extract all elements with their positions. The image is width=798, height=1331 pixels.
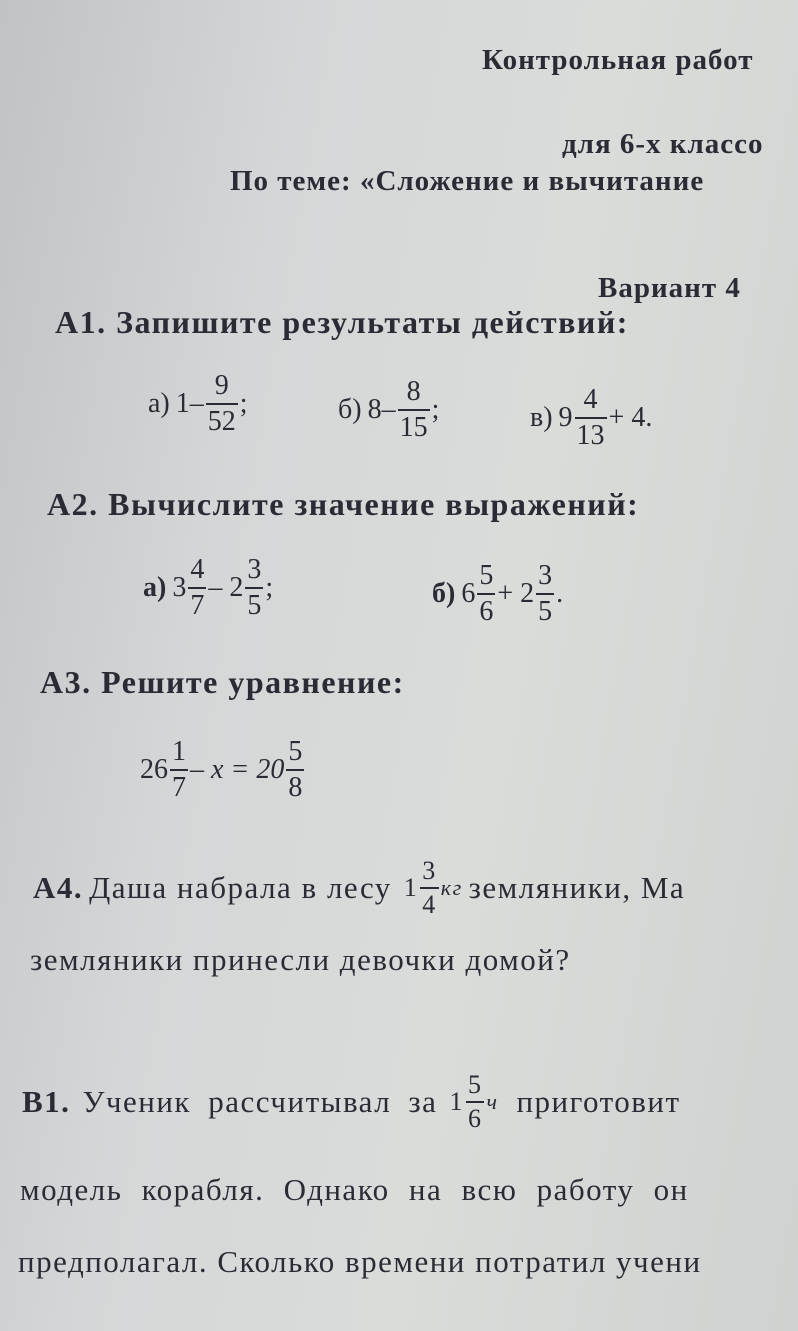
expression-a1-b xyxy=(338,378,439,442)
operator: + 2 xyxy=(497,578,535,609)
task-text: приготовит xyxy=(516,1084,681,1119)
whole-number: 3 xyxy=(172,572,187,603)
punctuation: ; xyxy=(265,572,274,603)
whole-number: 9 xyxy=(558,402,573,433)
expression-tail: + 4. xyxy=(608,402,653,433)
fraction: $\frac{3}{4}$ xyxy=(422,856,437,919)
punctuation: ; xyxy=(239,388,248,419)
expression-a2-b xyxy=(432,562,563,626)
fraction: $\frac{3}{5}$ xyxy=(247,554,262,621)
task-label: В1. xyxy=(22,1084,71,1119)
fraction: $\frac{5}{6}$ xyxy=(479,560,494,627)
task-label: А2. xyxy=(47,486,99,522)
whole-number: 1 xyxy=(175,388,190,419)
task-heading-text: Решите уравнение: xyxy=(101,664,405,700)
task-label: А3. xyxy=(40,664,92,700)
expression-a2-a xyxy=(143,556,273,620)
task-a4-line2: земляники принесли девочки домой? xyxy=(30,942,571,977)
task-b1-line2: модель корабля. Однако на всю работу он xyxy=(20,1172,689,1207)
item-prefix: б) xyxy=(432,578,456,609)
operator: – 2 xyxy=(208,572,244,603)
fraction: $\frac{4}{13}$ xyxy=(576,384,605,451)
variant-label: Вариант 4 xyxy=(598,272,741,304)
fraction: $\frac{1}{7}$ xyxy=(172,736,186,803)
expression-a1-c xyxy=(530,386,652,450)
fraction: $\frac{3}{5}$ xyxy=(538,560,553,627)
fraction: $\frac{4}{7}$ xyxy=(190,554,205,621)
task-heading-text: Вычислите значение выражений: xyxy=(108,486,640,522)
equation-a3 xyxy=(140,738,306,802)
whole-number: 26 xyxy=(140,754,168,785)
task-heading-text: Запишите результаты действий: xyxy=(116,304,629,340)
operator: – xyxy=(189,388,204,419)
whole-number: 6 xyxy=(461,578,476,609)
task-a3-heading xyxy=(40,664,405,701)
whole-number: 8 xyxy=(367,394,382,425)
punctuation: . xyxy=(556,578,564,609)
unit-label: кг xyxy=(440,875,463,900)
punctuation: ; xyxy=(431,394,440,425)
topic-line: По теме: «Сложение и вычитание xyxy=(230,165,705,197)
whole-number: 1 xyxy=(403,873,419,902)
item-prefix: б) xyxy=(338,394,362,425)
task-b1-line3: предполагал. Сколько времени потратил учени xyxy=(18,1244,702,1279)
task-text: земляники, Ма xyxy=(468,870,686,905)
whole-number: 1 xyxy=(449,1087,464,1116)
fraction: $\frac{5}{8}$ xyxy=(288,736,303,803)
task-label: А4. xyxy=(33,870,84,905)
fraction: $\frac{5}{6}$ xyxy=(467,1070,483,1133)
item-prefix: а) xyxy=(148,388,170,419)
task-a4-line1 xyxy=(33,858,685,918)
task-text: Даша набрала в лесу xyxy=(89,870,392,905)
operator: – xyxy=(381,394,396,425)
fraction: $\frac{8}{15}$ xyxy=(399,376,428,443)
task-a2-heading xyxy=(47,486,639,523)
task-a1-heading xyxy=(55,304,629,341)
unit-label: ч xyxy=(486,1089,499,1114)
document-title: Контрольная работ xyxy=(482,44,754,76)
task-label: А1. xyxy=(55,304,107,340)
fraction: $\frac{9}{52}$ xyxy=(207,370,236,437)
task-text: Ученик рассчитывал за xyxy=(82,1084,438,1119)
item-prefix: а) xyxy=(143,572,167,603)
expression-a1-a xyxy=(148,372,248,436)
grade-line: для 6-х классо xyxy=(562,128,764,160)
item-prefix: в) xyxy=(530,402,553,433)
task-b1-line1 xyxy=(22,1072,681,1132)
equation-middle: – x = 20 xyxy=(190,754,285,785)
